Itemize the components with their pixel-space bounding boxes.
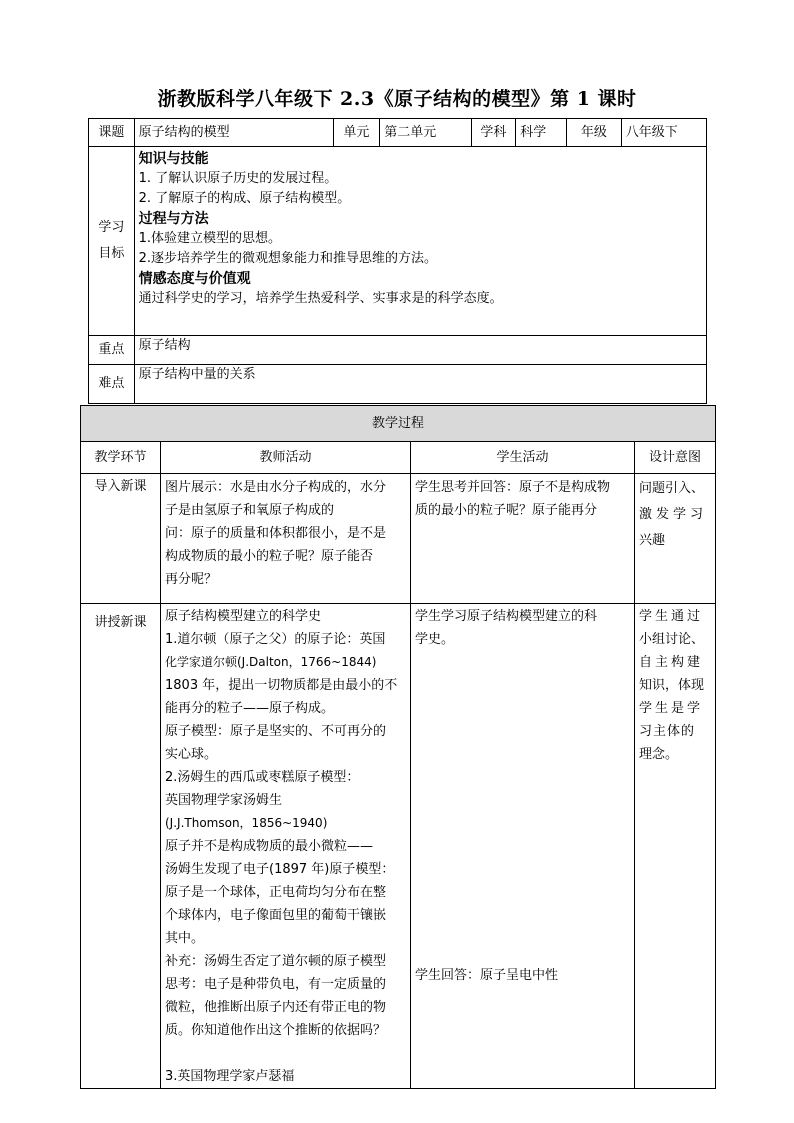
- difficulty-label: 难点: [89, 365, 135, 404]
- teacher-new-line: 实心球。: [165, 747, 218, 762]
- page-title: 浙教版科学八年级下 2.3《原子结构的模型》第 1 课时: [157, 88, 637, 110]
- student-intro: [411, 474, 635, 604]
- goals-content: [134, 147, 706, 336]
- unit-label: 单元: [333, 119, 380, 147]
- teacher-new-line: 思考：电子是种带负电，有一定质量的: [165, 977, 387, 992]
- key-label: 重点: [89, 336, 135, 365]
- teacher-new-line: 原子结构模型建立的科学史: [165, 609, 322, 624]
- difficulty-value: 原子结构中量的关系: [134, 365, 706, 404]
- student-new-line: 学生学习原子结构模型建立的科: [415, 609, 598, 624]
- teacher-intro-line: 再分呢？: [165, 572, 218, 587]
- process-header: 教学过程: [81, 406, 716, 442]
- intent-intro-line: 问题引入、: [639, 481, 705, 496]
- teacher-intro-line: 问：原子的质量和体积都很小，是不是: [165, 526, 387, 541]
- teacher-intro-line: 子是由氢原子和氧原子构成的: [165, 503, 335, 518]
- intent-new-line: 理念。: [639, 747, 679, 762]
- emotion-item-1: 通过科学史的学习，培养学生热爱科学、实事求是的科学态度。: [138, 291, 503, 306]
- teacher-intro: [161, 474, 411, 604]
- unit-value: 第二单元: [380, 119, 471, 147]
- student-new: [411, 604, 635, 1089]
- intent-new-line: 自主构建: [639, 655, 704, 670]
- subject-label: 学科: [471, 119, 516, 147]
- teacher-new-line: 汤姆生发现了电子(1897 年)原子模型：: [165, 862, 395, 877]
- student-new-line: 学史。: [415, 632, 455, 647]
- teacher-new-spacer: [165, 1042, 406, 1065]
- teacher-new-line: 质。你知道他作出这个推断的依据吗？: [165, 1023, 387, 1038]
- teacher-new: [161, 604, 411, 1089]
- topic-value: 原子结构的模型: [134, 119, 333, 147]
- intent-new-line: 学生是学: [639, 701, 704, 716]
- student-intro-line: 质的最小的粒子呢？原子能再分: [415, 503, 598, 518]
- teacher-intro-line: 图片展示：水是由水分子构成的，水分: [165, 480, 387, 495]
- teacher-new-line: (J.J.Thomson，1856~1940): [165, 816, 328, 830]
- student-intro-line: 学生思考并回答：原子不是构成物: [415, 480, 611, 495]
- intent-intro-line: 激发学习: [639, 507, 708, 522]
- student-new-answer: 学生回答：原子呈电中性: [415, 968, 559, 983]
- teacher-new-line: 能再分的粒子——原子构成。: [165, 701, 335, 716]
- intent-new-line: 小组讨论、: [639, 632, 705, 647]
- stage-intro: 导入新课: [81, 474, 161, 604]
- goals-label: 学习目标: [89, 147, 135, 336]
- teacher-new-line: 英国物理学家汤姆生: [165, 793, 283, 808]
- teacher-new-line: 2.汤姆生的西瓜或枣糕原子模型：: [165, 770, 360, 785]
- teacher-new-line: 原子是一个球体，正电荷均匀分布在整: [165, 885, 387, 900]
- teacher-intro-line: 构成物质的最小的粒子呢？原子能否: [165, 549, 374, 564]
- col-teacher-header: 教师活动: [161, 442, 411, 474]
- knowledge-heading: 知识与技能: [138, 151, 209, 167]
- col-stage-header: 教学环节: [81, 442, 161, 474]
- teacher-new-line: 化学家道尔顿(J.Dalton，1766~1844): [165, 655, 377, 669]
- teacher-new-line: 原子模型：原子是坚实的、不可再分的: [165, 724, 387, 739]
- key-value: 原子结构: [134, 336, 706, 365]
- lesson-info-table: [88, 118, 707, 404]
- process-item-2: 2.逐步培养学生的微观想象能力和推导思维的方法。: [138, 251, 438, 266]
- grade-label: 年级: [566, 119, 621, 147]
- teacher-new-line: 微粒，他推断出原子内还有带正电的物: [165, 1000, 387, 1015]
- intent-intro-line: 兴趣: [639, 533, 666, 548]
- col-student-header: 学生活动: [411, 442, 635, 474]
- teacher-new-line: 3.英国物理学家卢瑟福: [165, 1069, 295, 1084]
- teacher-new-line: 原子并不是构成物质的最小微粒——: [165, 839, 374, 854]
- intent-new: [635, 604, 716, 1089]
- teacher-new-line: 1803 年，提出一切物质都是由最小的不: [165, 678, 398, 693]
- teaching-process-table: [80, 405, 716, 1089]
- grade-value: 八年级下: [621, 119, 706, 147]
- subject-value: 科学: [516, 119, 567, 147]
- intent-intro: [635, 474, 716, 604]
- col-intent-header: 设计意图: [635, 442, 716, 474]
- teacher-new-line: 个球体内，电子像面包里的葡萄干镶嵌: [165, 908, 387, 923]
- teacher-new-line: 其中。: [165, 931, 205, 946]
- stage-new: 讲授新课: [81, 604, 161, 1089]
- intent-new-line: 知识，体现: [639, 678, 705, 693]
- topic-label: 课题: [89, 119, 135, 147]
- process-item-1: 1.体验建立模型的思想。: [138, 231, 282, 246]
- intent-new-line: 学生通过: [639, 609, 704, 624]
- teacher-new-line: 1.道尔顿（原子之父）的原子论：英国: [165, 632, 386, 647]
- knowledge-item-2: 2. 了解原子的构成、原子结构模型。: [138, 191, 351, 206]
- emotion-heading: 情感态度与价值观: [138, 271, 251, 287]
- intent-new-line: 习主体的: [639, 724, 696, 739]
- teacher-new-line: 补充：汤姆生否定了道尔顿的原子模型: [165, 954, 387, 969]
- knowledge-item-1: 1. 了解认识原子历史的发展过程。: [138, 171, 338, 186]
- process-heading: 过程与方法: [138, 211, 209, 227]
